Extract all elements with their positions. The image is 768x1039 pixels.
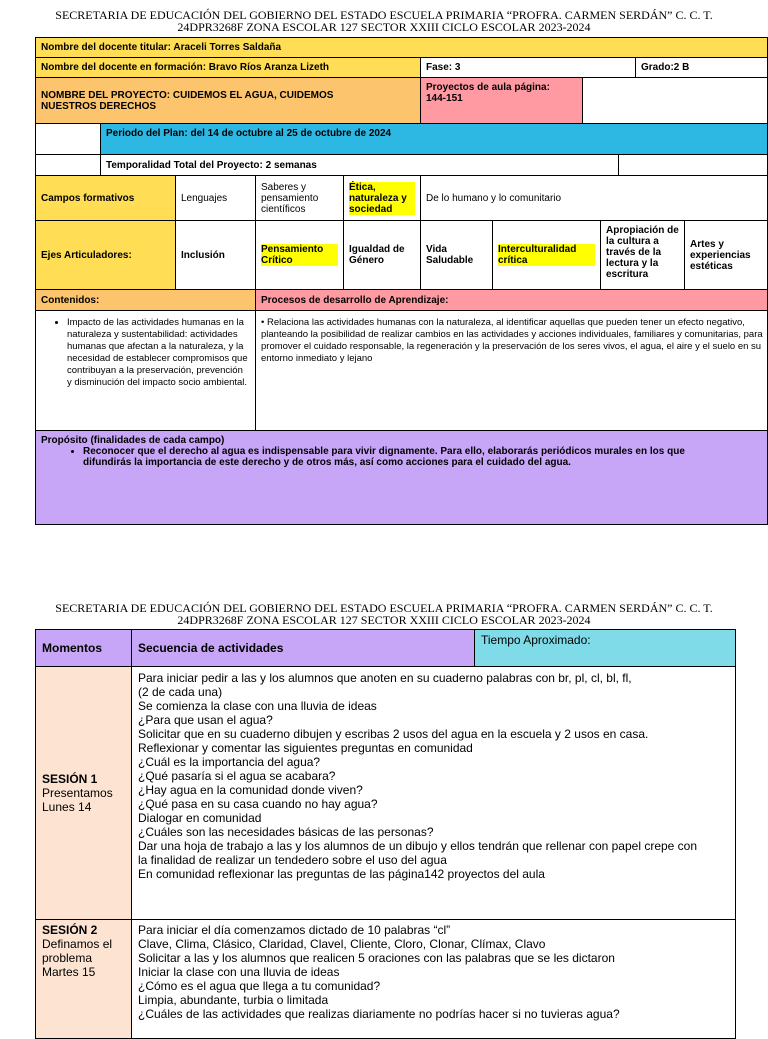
campo-etica: [343, 175, 421, 221]
activity-line: Dar una hoja de trabajo a las y los alumnos de un dibujo y ellos tendrán que rellenar con papel crepe con: [138, 839, 698, 853]
blank-cell: [582, 77, 768, 124]
activity-line: ¿Cómo es el agua que llega a tu comunidad?: [138, 979, 381, 993]
contenidos-label: Contenidos:: [35, 289, 256, 311]
activity-line: Para iniciar pedir a las y los alumnos que anoten en su cuaderno palabras con br, pl, cl, bl, fl,: [138, 671, 632, 685]
activity-line: ¿Cuáles son las necesidades básicas de las personas?: [138, 825, 434, 839]
activity-line: Solicitar que en su cuaderno dibujen y escribas 2 usos del agua en la escuela y 2 usos en casa.: [138, 727, 649, 741]
activity-line: ¿Qué pasa en su casa cuando no hay agua?: [138, 797, 378, 811]
proposito-item: • Reconocer que el derecho al agua es indispensable para vivir dignamente. Para ello, elaborarás periódicos murales en los que difundirás la importancia de este derecho y de otros más, así como acciones para el cuidado del agua.: [83, 446, 722, 468]
eje-igualdad: Igualdad de Género: [343, 220, 421, 290]
docente-titular: Nombre del docente titular: Araceli Torres Saldaña: [35, 37, 768, 58]
docente-formacion: Nombre del docente en formación: Bravo Ríos Aranza Lizeth: [35, 57, 421, 78]
proposito-label: Propósito (finalidades de cada campo): [41, 435, 225, 446]
activity-line: ¿Para que usan el agua?: [138, 713, 273, 727]
header-line-2: 24DPR3268F ZONA ESCOLAR 127 SECTOR XXIII CICLO ESCOLAR 2023-2024: [177, 613, 591, 627]
session-1-day: Lunes 14: [42, 800, 92, 814]
activity-line: Para iniciar el día comenzamos dictado de 10 palabras “cl”: [138, 923, 451, 937]
activity-line: En comunidad reflexionar las preguntas de las página142 proyectos del aula: [138, 867, 545, 881]
proceso-text: • Relaciona las actividades humanas con la naturaleza, al identificar aquellas que pueden tener un efecto negativo, planteando la posibilidad de realizar cambios en las actividades y acciones individuales, familiares y comunitarias, para promover el cuidado responsable, la regeneración y la preservación de los seres vivos, el agua, el aire y el suelo en su entorno inmediato y lejano: [255, 310, 768, 431]
plan-period: Periodo del Plan: del 14 de octubre al 25 de octubre de 2024: [100, 123, 768, 155]
eje-pensamiento: [255, 220, 344, 290]
school-header: [0, 9, 768, 33]
eje-vida: Vida Saludable: [420, 220, 493, 290]
header-line-1: SECRETARIA DE EDUCACIÓN DEL GOBIERNO DEL ESTADO ESCUELA PRIMARIA “PROFRA. CARMEN SERDÁN” C. C. T.: [55, 8, 713, 22]
campos-label: Campos formativos: [35, 175, 176, 221]
proposito-cell: [35, 430, 768, 525]
session-1-subtitle: Presentamos: [42, 786, 113, 800]
activity-line: ¿Hay agua en la comunidad donde viven?: [138, 783, 363, 797]
session-2-activities: [131, 919, 736, 1039]
header-line-2: 24DPR3268F ZONA ESCOLAR 127 SECTOR XXIII CICLO ESCOLAR 2023-2024: [177, 20, 591, 34]
campo-saberes: Saberes y pensamiento científicos: [255, 175, 344, 221]
momentos-header: Momentos: [35, 629, 132, 667]
campo-lenguajes: Lenguajes: [175, 175, 256, 221]
session-1-activities: [131, 666, 736, 920]
activity-line: Dialogar en comunidad: [138, 811, 262, 825]
school-header-2: [0, 602, 768, 626]
secuencia-header: Secuencia de actividades: [131, 629, 475, 667]
tiempo-header: Tiempo Aproximado:: [474, 629, 736, 667]
blank-cell: [35, 154, 101, 176]
contenido-item: • Impacto de las actividades humanas en la naturaleza y sustentabilidad: actividades humanas que afectan a la naturaleza, y la necesidad de establecer compromisos que contribuyan a la preservación, prevención y disminución del impacto socio ambiental.: [67, 317, 250, 389]
session-2-day: Martes 15: [42, 965, 96, 979]
activity-line: Limpia, abundante, turbia o limitada: [138, 993, 329, 1007]
activity-line: Solicitar a las y los alumnos que realicen 5 oraciones con las palabras que se les dictaron: [138, 951, 615, 965]
session-2-subtitle-line-1: Definamos el: [42, 937, 113, 951]
header-line-1: SECRETARIA DE EDUCACIÓN DEL GOBIERNO DEL ESTADO ESCUELA PRIMARIA “PROFRA. CARMEN SERDÁN” C. C. T.: [55, 601, 713, 615]
blank-cell: [618, 154, 768, 176]
session-1-cell: [35, 666, 132, 920]
eje-inclusion: Inclusión: [175, 220, 256, 290]
grado: Grado:2 B: [635, 57, 768, 78]
campo-etica-label: Ética, naturaleza y sociedad: [349, 182, 415, 215]
activity-line: ¿Cuáles de las actividades que realizas diariamente no podrías hacer si no tuvieras agua?: [138, 1007, 620, 1021]
procesos-label: Procesos de desarrollo de Aprendizaje:: [255, 289, 768, 311]
eje-interculturalidad: [492, 220, 601, 290]
activity-line: (2 de cada una): [138, 685, 223, 699]
fase: Fase: 3: [420, 57, 636, 78]
activity-line: la finalidad de realizar un tendedero sobre el uso del agua: [138, 853, 447, 867]
project-name: NOMBRE DEL PROYECTO: CUIDEMOS EL AGUA, CUIDEMOS NUESTROS DERECHOS: [35, 77, 421, 124]
session-2-cell: [35, 919, 132, 1039]
eje-artes: Artes y experiencias estéticas: [684, 220, 768, 290]
ejes-label: Ejes Articuladores:: [35, 220, 176, 290]
proyectos-aula: Proyectos de aula página: 144-151: [420, 77, 583, 124]
session-1-title: SESIÓN 1: [42, 772, 98, 786]
activity-line: Clave, Clima, Clásico, Claridad, Clavel, Cliente, Cloro, Clonar, Clímax, Clavo: [138, 937, 546, 951]
activity-line: Reflexionar y comentar las siguientes preguntas en comunidad: [138, 741, 473, 755]
eje-interculturalidad-label: Interculturalidad crítica: [498, 244, 595, 266]
eje-apropiacion: Apropiación de la cultura a través de la lectura y la escritura: [600, 220, 685, 290]
activity-line: Iniciar la clase con una lluvia de ideas: [138, 965, 340, 979]
session-2-subtitle-line-2: problema: [42, 951, 93, 965]
blank-cell: [35, 123, 101, 155]
contenido-list: [41, 317, 250, 389]
activity-line: ¿Qué pasaría si el agua se acabara?: [138, 769, 336, 783]
eje-pensamiento-label: Pensamiento Crítico: [261, 244, 338, 266]
activity-line: ¿Cuál es la importancia del agua?: [138, 755, 321, 769]
campo-humano: De lo humano y lo comunitario: [420, 175, 768, 221]
session-2-title: SESIÓN 2: [42, 923, 98, 937]
proposito-list: [41, 446, 762, 468]
contenido-cell: [35, 310, 256, 431]
temporalidad: Temporalidad Total del Proyecto: 2 semanas: [100, 154, 619, 176]
activity-line: Se comienza la clase con una lluvia de ideas: [138, 699, 377, 713]
